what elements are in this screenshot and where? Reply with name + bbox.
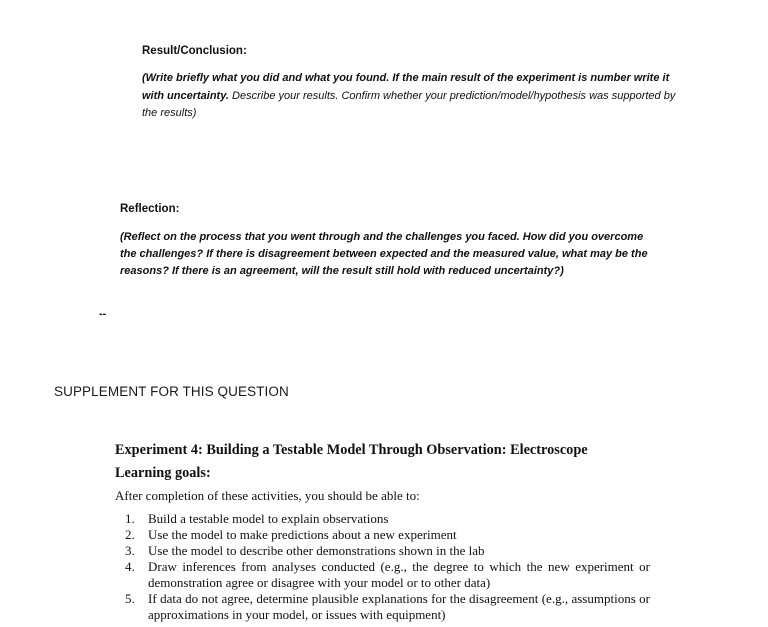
result-instructions-plain: Describe your results. Confirm whether your prediction/model/hypothesis was supported by the results) (142, 89, 676, 119)
list-item-text: Use the model to describe other demonstrations shown in the lab (148, 543, 485, 558)
list-item-text: Build a testable model to explain observations (148, 511, 389, 526)
reflection-heading: Reflection: (120, 203, 180, 215)
result-instructions (142, 70, 682, 123)
result-heading: Result/Conclusion: (142, 45, 247, 57)
list-item (125, 527, 650, 543)
list-item-number: 2. (125, 527, 135, 542)
experiment-title: Experiment 4: Building a Testable Model Through Observation: Electroscope (115, 442, 588, 458)
list-item (125, 511, 650, 527)
result-instructions-bold: (Write briefly what you did and what you found. If the main result of the experiment is number write it with uncertainty. (142, 72, 670, 102)
separator-mark: -- (99, 308, 107, 320)
list-item-number: 3. (125, 543, 135, 558)
learning-goals-list (125, 511, 650, 623)
learning-goals-intro: After completion of these activities, you should be able to: (115, 488, 420, 503)
list-item-number: 4. (125, 559, 135, 574)
list-item-number: 5. (125, 591, 135, 606)
list-item-number: 1. (125, 511, 135, 526)
list-item-text: If data do not agree, determine plausible explanations for the disagreement (e.g., assumptions or approximations in your model, or issues with equipment) (148, 591, 650, 622)
list-item (125, 591, 650, 623)
learning-goals-heading: Learning goals: (115, 465, 211, 481)
list-item-text: Use the model to make predictions about a new experiment (148, 527, 457, 542)
list-item (125, 543, 650, 559)
list-item (125, 559, 650, 591)
reflection-instructions: (Reflect on the process that you went through and the challenges you faced. How did you overcome the challenges? If there is disagreement between expected and the measured value, what may be the reasons? If there is an agreement, will the result still hold with reduced uncertainty?) (120, 231, 648, 278)
supplement-label: SUPPLEMENT FOR THIS QUESTION (54, 384, 289, 399)
list-item-text: Draw inferences from analyses conducted (e.g., the degree to which the new experiment or demonstration agree or disagree with your model or to other data) (148, 559, 650, 590)
